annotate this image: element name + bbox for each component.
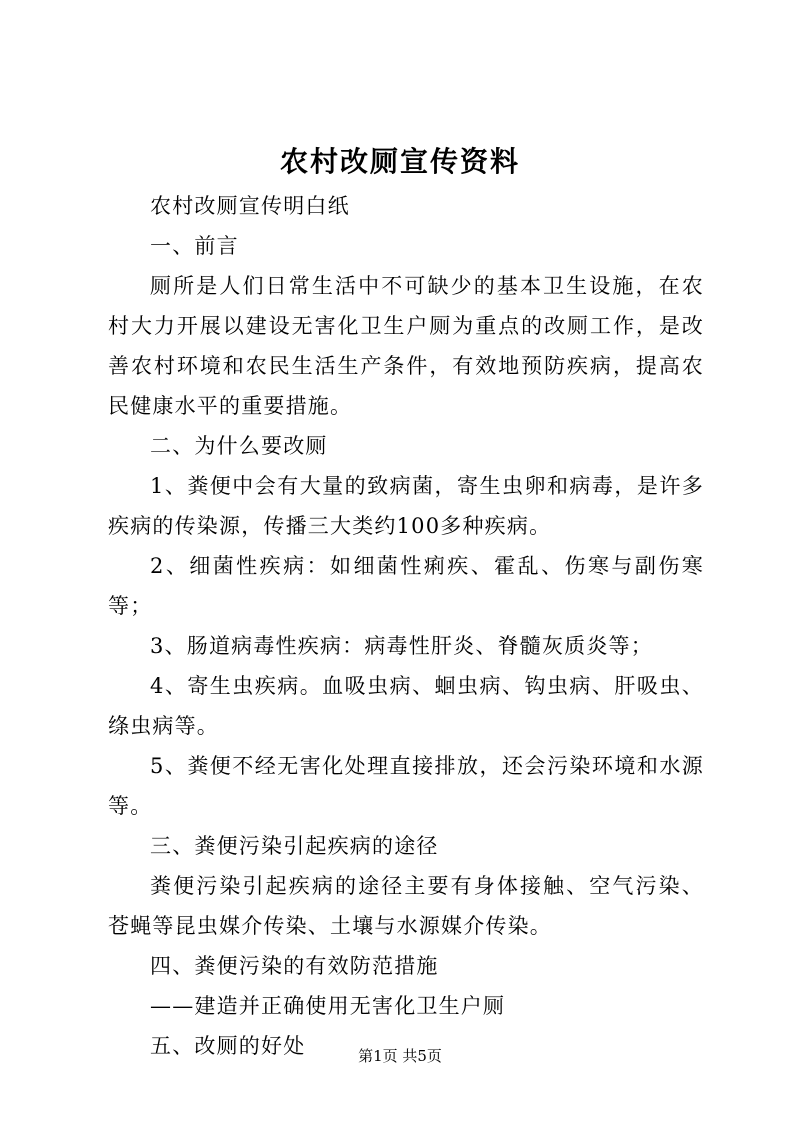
paragraph: 粪便污染引起疾病的途径主要有身体接触、空气污染、苍蝇等昆虫媒介传染、土壤与水源媒介传染。 (108, 874, 704, 938)
paragraph: 5、粪便不经无害化处理直接排放，还会污染环境和水源等。 (108, 754, 704, 818)
section-heading: 五、改厕的好处 (150, 1034, 306, 1058)
section-heading: 三、粪便污染引起疾病的途径 (150, 834, 439, 858)
paragraph: 1、粪便中会有大量的致病菌，寄生虫卵和病毒，是许多疾病的传染源，传播三大类约100多种疾病。 (108, 474, 704, 538)
page-footer: 第1页 共5页 (358, 1047, 442, 1065)
paragraph: 厕所是人们日常生活中不可缺少的基本卫生设施，在农村大力开展以建设无害化卫生户厕为重点的改厕工作，是改善农村环境和农民生活生产条件，有效地预防疾病，提高农民健康水平的重要措施。 (108, 274, 704, 418)
section-heading: 二、为什么要改厕 (150, 434, 328, 458)
section-heading: 一、前言 (150, 234, 239, 258)
paragraph: 4、寄生虫疾病。血吸虫病、蛔虫病、钩虫病、肝吸虫、绦虫病等。 (108, 674, 704, 738)
paragraph: ——建造并正确使用无害化卫生户厕 (150, 994, 506, 1018)
section-heading: 四、粪便污染的有效防范措施 (150, 954, 439, 978)
paragraph: 农村改厕宣传明白纸 (150, 194, 350, 218)
document-body (108, 186, 704, 1066)
paragraph: 2、细菌性疾病：如细菌性痢疾、霍乱、伤寒与副伤寒等； (108, 554, 704, 618)
page-title: 农村改厕宣传资料 (279, 145, 520, 178)
paragraph: 3、肠道病毒性疾病：病毒性肝炎、脊髓灰质炎等； (150, 634, 653, 658)
